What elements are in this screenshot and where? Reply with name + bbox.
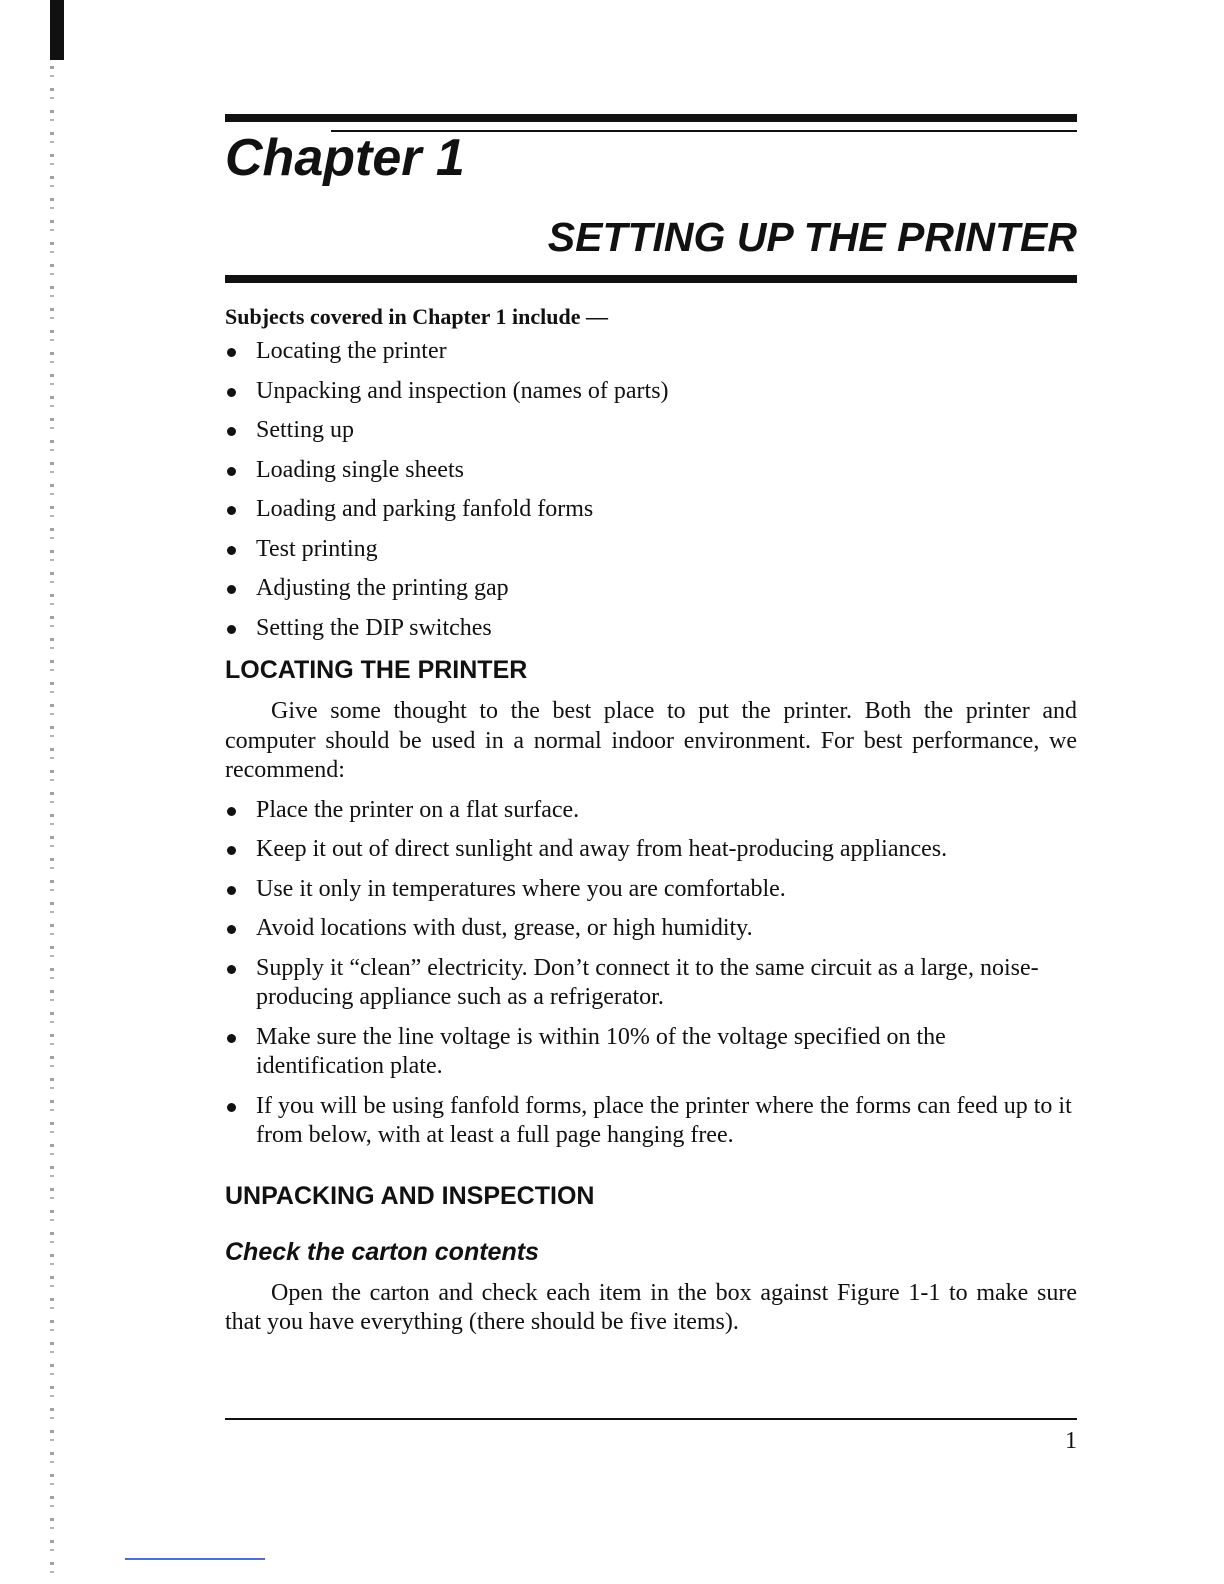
- subjects-lead: Subjects covered in Chapter 1 include —: [225, 304, 608, 329]
- unpacking-body: Open the carton and check each item in the box against Figure 1-1 to make sure that you have everything (there should be five items).: [225, 1279, 1077, 1335]
- scan-binding-mark: [50, 0, 64, 60]
- unpacking-subheading: Check the carton contents: [225, 1237, 539, 1266]
- chapter-subtitle: SETTING UP THE PRINTER: [547, 214, 1077, 260]
- scan-binding-edge: [50, 0, 54, 1584]
- list-item: Keep it out of direct sunlight and away from heat-producing appliances.: [225, 835, 1077, 865]
- scan-blue-mark: [125, 1558, 265, 1560]
- list-item: Unpacking and inspection (names of parts): [225, 377, 1077, 407]
- list-item: If you will be using fanfold forms, place the printer where the forms can feed up to it from below, with at least a full page hanging free.: [225, 1092, 1077, 1151]
- subjects-list: [225, 337, 1077, 643]
- list-item: Adjusting the printing gap: [225, 574, 1077, 604]
- list-item: Test printing: [225, 535, 1077, 565]
- list-item: Setting the DIP switches: [225, 614, 1077, 644]
- list-item: Supply it “clean” electricity. Don’t connect it to the same circuit as a large, noise-producing appliance such as a refrigerator.: [225, 954, 1077, 1013]
- list-item: Make sure the line voltage is within 10% of the voltage specified on the identification plate.: [225, 1023, 1077, 1082]
- list-item: Loading and parking fanfold forms: [225, 495, 1077, 525]
- locating-heading: LOCATING THE PRINTER: [225, 656, 528, 684]
- locating-list: [225, 796, 1077, 1151]
- list-item: Setting up: [225, 416, 1077, 446]
- page-number: 1: [1065, 1428, 1077, 1454]
- header-bottom-rule: [225, 275, 1077, 283]
- locating-intro: Give some thought to the best place to put the printer. Both the printer and computer should be used in a normal indoor environment. For best performance, we recommend:: [225, 698, 1077, 783]
- document-page: [225, 0, 1077, 1584]
- list-item: Place the printer on a flat surface.: [225, 796, 1077, 826]
- list-item: Use it only in temperatures where you are comfortable.: [225, 875, 1077, 905]
- list-item: Loading single sheets: [225, 456, 1077, 486]
- list-item: Avoid locations with dust, grease, or high humidity.: [225, 914, 1077, 944]
- header-thick-rule: [225, 114, 1077, 122]
- list-item: Locating the printer: [225, 337, 1077, 367]
- unpacking-heading: UNPACKING AND INSPECTION: [225, 1181, 595, 1210]
- chapter-title: Chapter 1: [225, 129, 465, 187]
- page-content: [225, 298, 1077, 1338]
- footer-rule: [225, 1418, 1077, 1420]
